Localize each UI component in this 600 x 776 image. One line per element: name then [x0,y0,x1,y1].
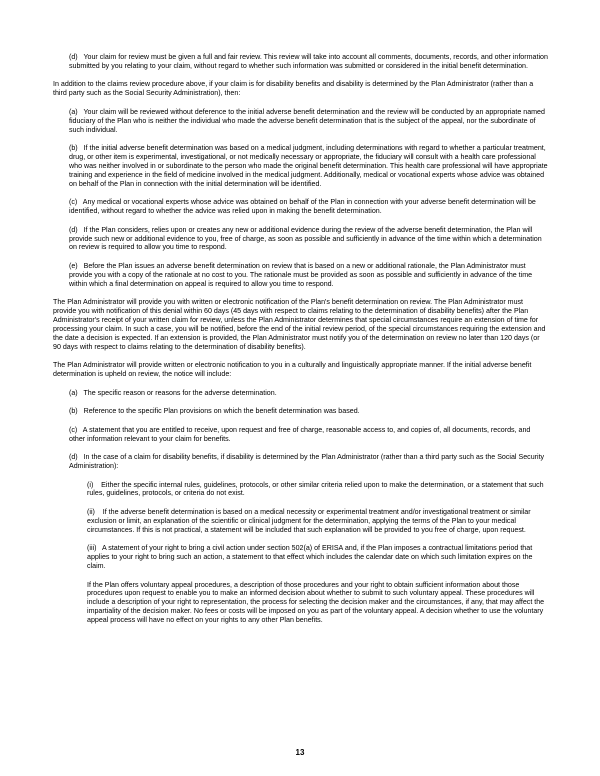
paragraph: (a) The specific reason or reasons for the adverse determination. [69,388,277,397]
paragraph: (b) If the initial adverse benefit determination was based on a medical judgment, including determinations with regard to whether a particular treatment, drug, or other item is experimental, investigational, or not medically necessary or appropriate, the fiduciary will consult with a health care professional who was neither involved in or subordinate to the person who made the original benefit determination. This health care professional will have appropriate training and experience in the field of medicine involved in the medical judgment. Additionally, medical or vocational experts whose advice was obtained on behalf of the Plan in connection with the initial determination will be identified. [69,144,550,188]
paragraph: (c) A statement that you are entitled to receive, upon request and free of charge, reasonable access to, and copies of, all documents, records, and other information relevant to your claim for benefits. [69,425,533,443]
paragraph: (c) Any medical or vocational experts whose advice was obtained on behalf of the Plan in connection with your adverse benefit determination will be identified, without regard to whether the advice was relied upon in making the benefit determination. [69,198,538,216]
paragraph: The Plan Administrator will provide written or electronic notification to you in a culturally and linguistically appropriate manner. If the initial adverse benefit determination is upheld on review, the notice will include: [53,361,534,379]
paragraph: (b) Reference to the specific Plan provisions on which the benefit determination was based. [69,407,360,416]
paragraph: (a) Your claim will be reviewed without deference to the initial adverse benefit determination and the review will be conducted by an appropriate named fiduciary of the Plan who is neither the individual who made the adverse benefit determination that is the subject of the appeal, nor the subordinate of such individual. [69,107,547,134]
paragraph: (d) In the case of a claim for disability benefits, if disability is determined by the Plan Administrator (rather than a third party such as the Social Security Administration): [69,453,546,471]
paragraph: In addition to the claims review procedure above, if your claim is for disability benefits and disability is determined by the Plan Administrator (rather than a third party such as the Social Security Administration), then: [53,80,536,98]
paragraph: (e) Before the Plan issues an adverse benefit determination on review that is based on a new or additional rationale, the Plan Administrator must provide you with a copy of the rationale at no cost to you. The rationale must be provided as soon as possible and sufficiently in advance of the time within which a final determination on appeal is required to allow you time to respond. [69,261,535,288]
paragraph: If the Plan offers voluntary appeal procedures, a description of those procedures and your right to obtain sufficient information about those procedures upon request to enable you to make an informed decision about whether to submit to such voluntary appeal. These procedures will include a description of your right to representation, the process for selecting the decision maker and the circumstances, if any, that may affect the impartiality of the decision maker. No fees or costs will be imposed on you as part of the voluntary appeal. A decision whether to use the voluntary appeal process will have no effect on your rights to any other Plan benefits. [87,580,547,625]
paragraph: (d) If the Plan considers, relies upon or creates any new or additional evidence during the review of the adverse benefit determination, the Plan will provide such new or additional evidence to you, free of charge, as soon as possible and sufficiently in advance of the time within which a determination on review is required to allow you time to respond. [69,225,544,252]
paragraph: (ii) If the adverse benefit determination is based on a medical necessity or experimental treatment and/or investigational treatment or similar exclusion or limit, an explanation of the scientific or clinical judgment for the determination, applying the terms of the Plan to your medical circumstances. If this is not practical, a statement will be included that such explanation will be provided to you free of charge, upon request. [87,507,533,534]
paragraph: (d) Your claim for review must be given a full and fair review. This review will take into account all comments, documents, records, and other information submitted by you relating to your claim, without regard to whether such information was submitted or considered in the initial benefit determination. [69,53,550,70]
paragraph: (iii) A statement of your right to bring a civil action under section 502(a) of ERISA and, if the Plan imposes a contractual limitations period that applies to your right to bring such an action, a statement to that effect which includes the calendar date on which such limitation expires on the claim. [87,544,535,571]
document-body [53,53,548,625]
paragraph: (i) Either the specific internal rules, guidelines, protocols, or other similar criteria relied upon to make the determination, or a statement that such rules, guidelines, protocols, or criteria do not exist. [87,480,546,498]
page-number: 13 [295,748,305,757]
paragraph: The Plan Administrator will provide you with written or electronic notification of the Plan's benefit determination on review. The Plan Administrator must provide you with notification of this denial within 60 days (45 days with respect to claims relating to the determination of disability benefits) after the Plan Administrator's receipt of your written claim for review, unless the Plan Administrator determines that special circumstances require an extension of time for processing your claim. In such a case, you will be notified, before the end of the initial review period, of the special circumstances requiring the extension and the date a decision is expected. If an extension is provided, the Plan Administrator must notify you of the determination on review no later than 120 days (or 90 days with respect to claims relating to the determination of disability benefits). [53,298,548,351]
